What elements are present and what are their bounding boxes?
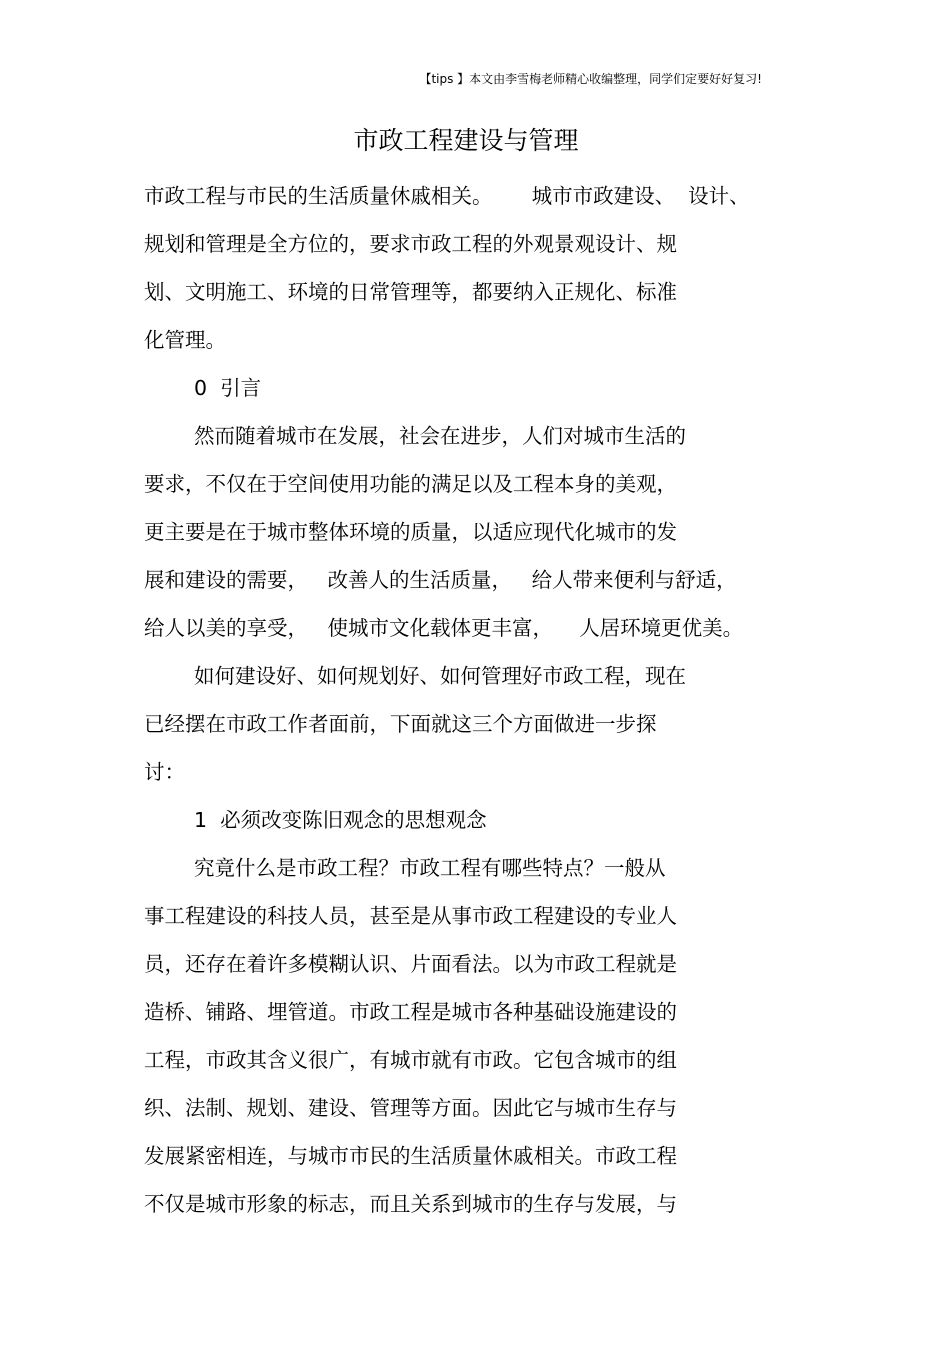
text-line: 要求，不仅在于空间使用功能的满足以及工程本身的美观， [144, 472, 677, 496]
section-heading: 0 引言 [194, 376, 262, 400]
tips-header: 【tips 】本文由李雪梅老师精心收编整理，同学们定要好好复习! [419, 72, 762, 86]
text-line: 已经摆在市政工作者面前，下面就这三个方面做进一步探 [144, 712, 657, 736]
text-line: 如何建设好、如何规划好、如何管理好市政工程，现在 [194, 664, 686, 688]
text-line: 员，还存在着许多模糊认识、片面看法。以为市政工程就是 [144, 952, 677, 976]
text-line: 不仅是城市形象的标志，而且关系到城市的生存与发展，与 [144, 1192, 677, 1216]
text-line: 究竟什么是市政工程？市政工程有哪些特点？一般从 [194, 856, 666, 880]
text-line: 织、法制、规划、建设、管理等方面。因此它与城市生存与 [144, 1096, 677, 1120]
text-line: 化管理。 [144, 328, 226, 352]
text-line: 造桥、铺路、埋管道。市政工程是城市各种基础设施建设的 [144, 1000, 677, 1024]
section-heading: 1 必须改变陈旧观念的思想观念 [194, 808, 487, 832]
text-line: 讨： [144, 760, 185, 784]
text-line: 然而随着城市在发展，社会在进步，人们对城市生活的 [194, 424, 686, 448]
text-line: 展和建设的需要， 改善人的生活质量， 给人带来便利与舒适， [144, 568, 737, 592]
text-line: 给人以美的享受， 使城市文化载体更丰富， 人居环境更优美。 [144, 616, 744, 640]
text-line: 工程，市政其含义很广，有城市就有市政。它包含城市的组 [144, 1048, 677, 1072]
text-line: 发展紧密相连，与城市市民的生活质量休戚相关。市政工程 [144, 1144, 677, 1168]
document-title: 市政工程建设与管理 [353, 126, 579, 155]
text-line: 规划和管理是全方位的，要求市政工程的外观景观设计、规 [144, 232, 677, 256]
text-line: 市政工程与市民的生活质量休戚相关。 城市市政建设、 设计、 [144, 184, 750, 208]
text-line: 划、文明施工、环境的日常管理等，都要纳入正规化、标准 [144, 280, 677, 304]
text-line: 更主要是在于城市整体环境的质量，以适应现代化城市的发 [144, 520, 677, 544]
text-line: 事工程建设的科技人员，甚至是从事市政工程建设的专业人 [144, 904, 677, 928]
